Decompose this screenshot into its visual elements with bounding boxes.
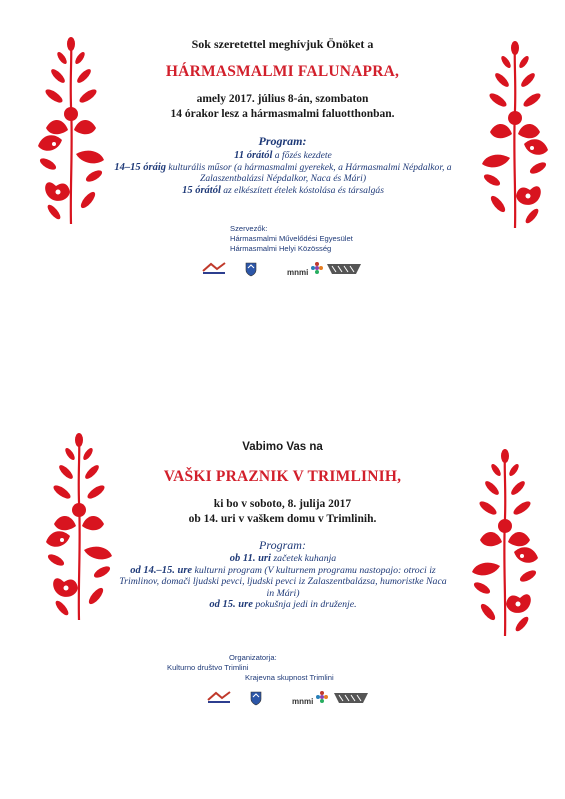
program-text: kulturni program (V kulturnem programu nastopajo: otroci iz Trimlinov, domači ljudski pevci, ljudski pevci iz Zalaszentbalázsa, humoristke Naca in Mári) [119,564,447,599]
folk-pattern-logo [333,691,369,705]
bottom-organizer-2: Krajevna skupnost Trimlini [245,673,334,682]
top-program-heading: Program: [258,134,307,148]
program-time: od 14.–15. ure [130,564,193,576]
top-program-item [112,185,454,197]
top-title: HÁRMASMALMI FALUNAPRA, [165,63,400,80]
flower-logo [316,691,328,703]
top-organizer-1: Hármasmalmi Művelődési Egyesület [230,234,353,243]
folk-flower-ornament-bottom-right [466,448,544,638]
bottom-place-line: ob 14. uri v vaškem domu v Trimlinih. [188,513,377,525]
interreg-logo [206,690,232,704]
bottom-program-list [118,553,448,611]
bottom-intro: Vabimo Vas na [242,441,323,453]
program-text: pokušnja jedi in druženje. [252,599,357,611]
bottom-program-item [118,565,448,600]
top-program-list [112,150,454,196]
folk-flower-ornament-bottom-left [40,432,118,622]
svg-text:mnmi: mnmi [287,268,309,277]
coat-of-arms-logo [245,262,257,277]
bottom-organizer-1: Kulturno društvo Trimlini [167,663,249,672]
top-intro: Sok szeretettel meghívjuk Önöket a [191,37,374,51]
program-text: začetek kuhanja [270,553,337,564]
bottom-title: VAŠKI PRAZNIK V TRIMLINIH, [163,468,402,485]
program-text: kulturális műsor (a hármasmalmi gyerekek, a Hármasmalmi Népdalkor, a Zalaszentbalázsi Népdalkor, Naca és Mári) [166,161,452,184]
folk-pattern-logo [326,262,362,276]
program-text: a főzés kezdete [272,150,332,161]
top-organizers-label: Szervezők: [230,224,268,233]
bottom-date-line: ki bo v soboto, 8. julija 2017 [213,498,352,510]
bottom-program-item [118,553,448,565]
flower-logo [311,262,323,274]
top-program-item [112,150,454,162]
bottom-program-item [118,599,448,611]
program-time: od 15. ure [209,599,253,611]
top-organizer-2: Hármasmalmi Helyi Közösség [230,244,332,253]
coat-of-arms-logo [250,691,262,706]
folk-flower-ornament-top-left [32,36,110,226]
program-time: 14–15 óráig [114,161,167,173]
program-time: 15 órától [182,184,221,196]
folk-flower-ornament-top-right [476,40,554,230]
program-time: 11 órától [234,150,273,161]
bottom-program-heading: Program: [259,538,306,552]
program-time: ob 11. uri [229,553,271,564]
bottom-organizers-label: Organizatorja: [229,653,277,662]
top-place-line: 14 órakor lesz a hármasmalmi faluotthonban. [170,108,395,120]
top-program-item [112,162,454,185]
program-text: az elkészített ételek kóstolása és társalgás [220,184,384,196]
top-date-line: amely 2017. július 8-án, szombaton [196,93,369,105]
mnmi-logo [287,267,309,277]
svg-text:mnmi: mnmi [292,697,314,706]
interreg-logo [201,261,227,275]
mnmi-logo [292,696,314,706]
